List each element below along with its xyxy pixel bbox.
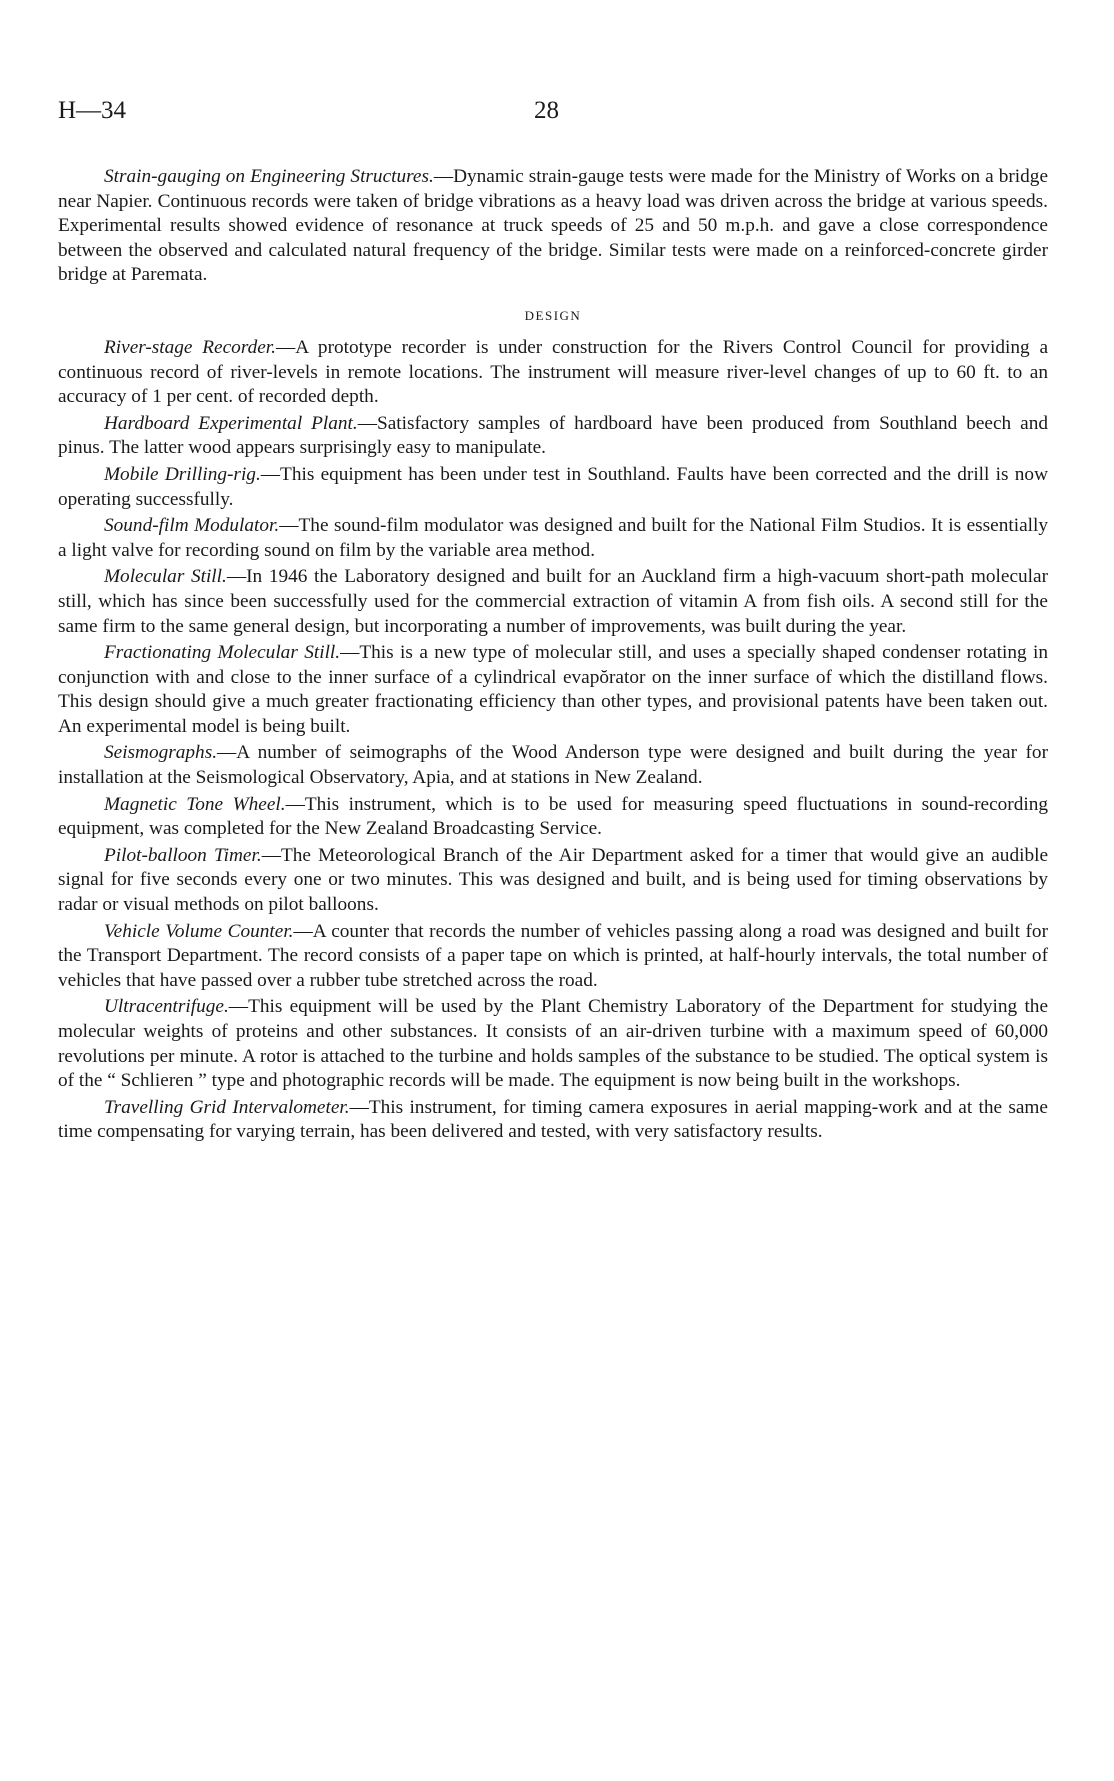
paragraph-sound-film-modulator [58, 514, 1048, 563]
page-number: 28 [534, 97, 559, 124]
paragraph-magnetic-tone-wheel [58, 793, 1048, 842]
paragraph-title: Molecular Still. [104, 566, 227, 588]
paragraph-text: —The sound-film modulator was designed and built for the National Film Studios. It is essentially a light valve for recording sound on film by the variable area method. [58, 515, 1049, 561]
paragraph-strain-gauging [58, 165, 1048, 288]
paragraph-pilot-balloon-timer [58, 844, 1048, 918]
paragraph-title: Mobile Drilling-rig. [104, 463, 261, 485]
paragraph-molecular-still [58, 565, 1048, 639]
paragraph-text: —This instrument, for timing camera exposures in aerial mapping-work and at the same time compensating for varying terrain, has been delivered and tested, with very satisfactory results. [58, 1096, 1048, 1143]
paragraph-fractionating-molecular-still [58, 641, 1048, 739]
paragraph-hardboard-plant [58, 412, 1048, 461]
paragraph-text: —A counter that records the number of vehicles passing along a road was designed and built for the Transport Department. The record consists of a paper tape on which is printed, at half-hourly intervals, the total number of vehicles that have passed over a rubber tube stretched across the road. [58, 920, 1048, 991]
paragraph-seismographs [58, 741, 1048, 790]
paragraph-text: —A prototype recorder is under construction for the Rivers Control Council for providing a continuous record of river-levels in remote locations. The instrument will measure river-level changes of up to 60 ft. to an accuracy of 1 per cent. of recorded depth. [58, 336, 1048, 408]
paragraph-title: Sound-film Modulator. [104, 515, 280, 537]
paragraph-title: Vehicle Volume Counter. [104, 920, 294, 942]
paragraph-text: —This equipment has been under test in Southland. Faults have been corrected and the drill is now operating successfully. [58, 463, 1048, 510]
paragraph-text: —In 1946 the Laboratory designed and built for an Auckland firm a high-vacuum short-path molecular still, which has since been successfully used for the commercial extraction of vitamin A from fish oils. A second still for the same firm to the same general design, but incorporating a number of improvements, was built during the year. [58, 566, 1048, 637]
paragraph-text: —Satisfactory samples of hardboard have been produced from Southland beech and pinus. The latter wood appears surprisingly easy to manipulate. [58, 412, 1048, 459]
paragraph-title: Pilot-balloon Timer. [104, 844, 262, 866]
paragraph-mobile-drilling-rig [58, 463, 1048, 512]
paragraph-text: —The Meteorological Branch of the Air Department asked for a timer that would give an audible signal for five seconds every one or two minutes. This was designed and built, and is being used for timing observations by radar or visual methods on pilot balloons. [58, 844, 1049, 916]
paragraph-title: Magnetic Tone Wheel. [104, 793, 286, 815]
paragraph-ultracentrifuge [58, 995, 1048, 1093]
paragraph-title: Hardboard Experimental Plant. [104, 412, 358, 434]
paragraph-travelling-grid-intervalometer [58, 1096, 1048, 1145]
text-body [58, 165, 1048, 1145]
paragraph-title: Travelling Grid Intervalometer. [104, 1096, 350, 1118]
paragraph-title: Fractionating Molecular Still. [104, 642, 341, 664]
running-head [58, 97, 1058, 131]
paragraph-title: Seismographs. [104, 742, 218, 764]
paragraph-title: Ultracentrifuge. [104, 996, 229, 1018]
paragraph-text: —This instrument, which is to be used for measuring speed fluctuations in sound-recording equipment, was completed for the New Zealand Broadcasting Service. [58, 793, 1048, 840]
section-heading-design: DESIGN [524, 307, 582, 323]
paragraph-vehicle-volume-counter [58, 920, 1048, 994]
paragraph-title: River-stage Recorder. [104, 336, 276, 358]
paragraph-text: —A number of seimographs of the Wood Anderson type were designed and built during the year for installation at the Seismological Observatory, Apia, and at stations in New Zealand. [58, 742, 1048, 789]
document-reference: H—34 [58, 97, 127, 124]
paragraph-title: Strain-gauging on Engineering Structures. [104, 166, 434, 187]
paragraph-text: —Dynamic strain-gauge tests were made for the Ministry of Works on a bridge near Napier. Continuous records were taken of bridge vibrations as a heavy load was driven across the bridge at various speeds. Experimental results showed evidence of resonance at truck speeds of 25 and 50 m.p.h. and gave a close correspondence between the observed and calculated natural frequency of the bridge. Similar tests were made on a reinforced-concrete girder bridge at Paremata. [58, 166, 1049, 286]
paragraph-text: —This is a new type of molecular still, and uses a specially shaped condenser rotating in conjunction with and close to the inner surface of a cylindrical evapŏrator on the inner surface of which the distilland flows. This design should give a much greater fractionating efficiency than other types, and provisional patents have been taken out. An experimental model is being built. [58, 642, 1048, 737]
paragraph-text: —This equipment will be used by the Plant Chemistry Laboratory of the Department for studying the molecular weights of proteins and other substances. It consists of an air-driven turbine with a maximum speed of 60,000 revolutions per minute. A rotor is attached to the turbine and holds samples of the substance to be studied. The optical system is of the “ Schlieren ” type and photographic records will be made. The equipment is now being built in the workshops. [58, 996, 1048, 1092]
paragraph-river-stage-recorder [58, 336, 1048, 410]
